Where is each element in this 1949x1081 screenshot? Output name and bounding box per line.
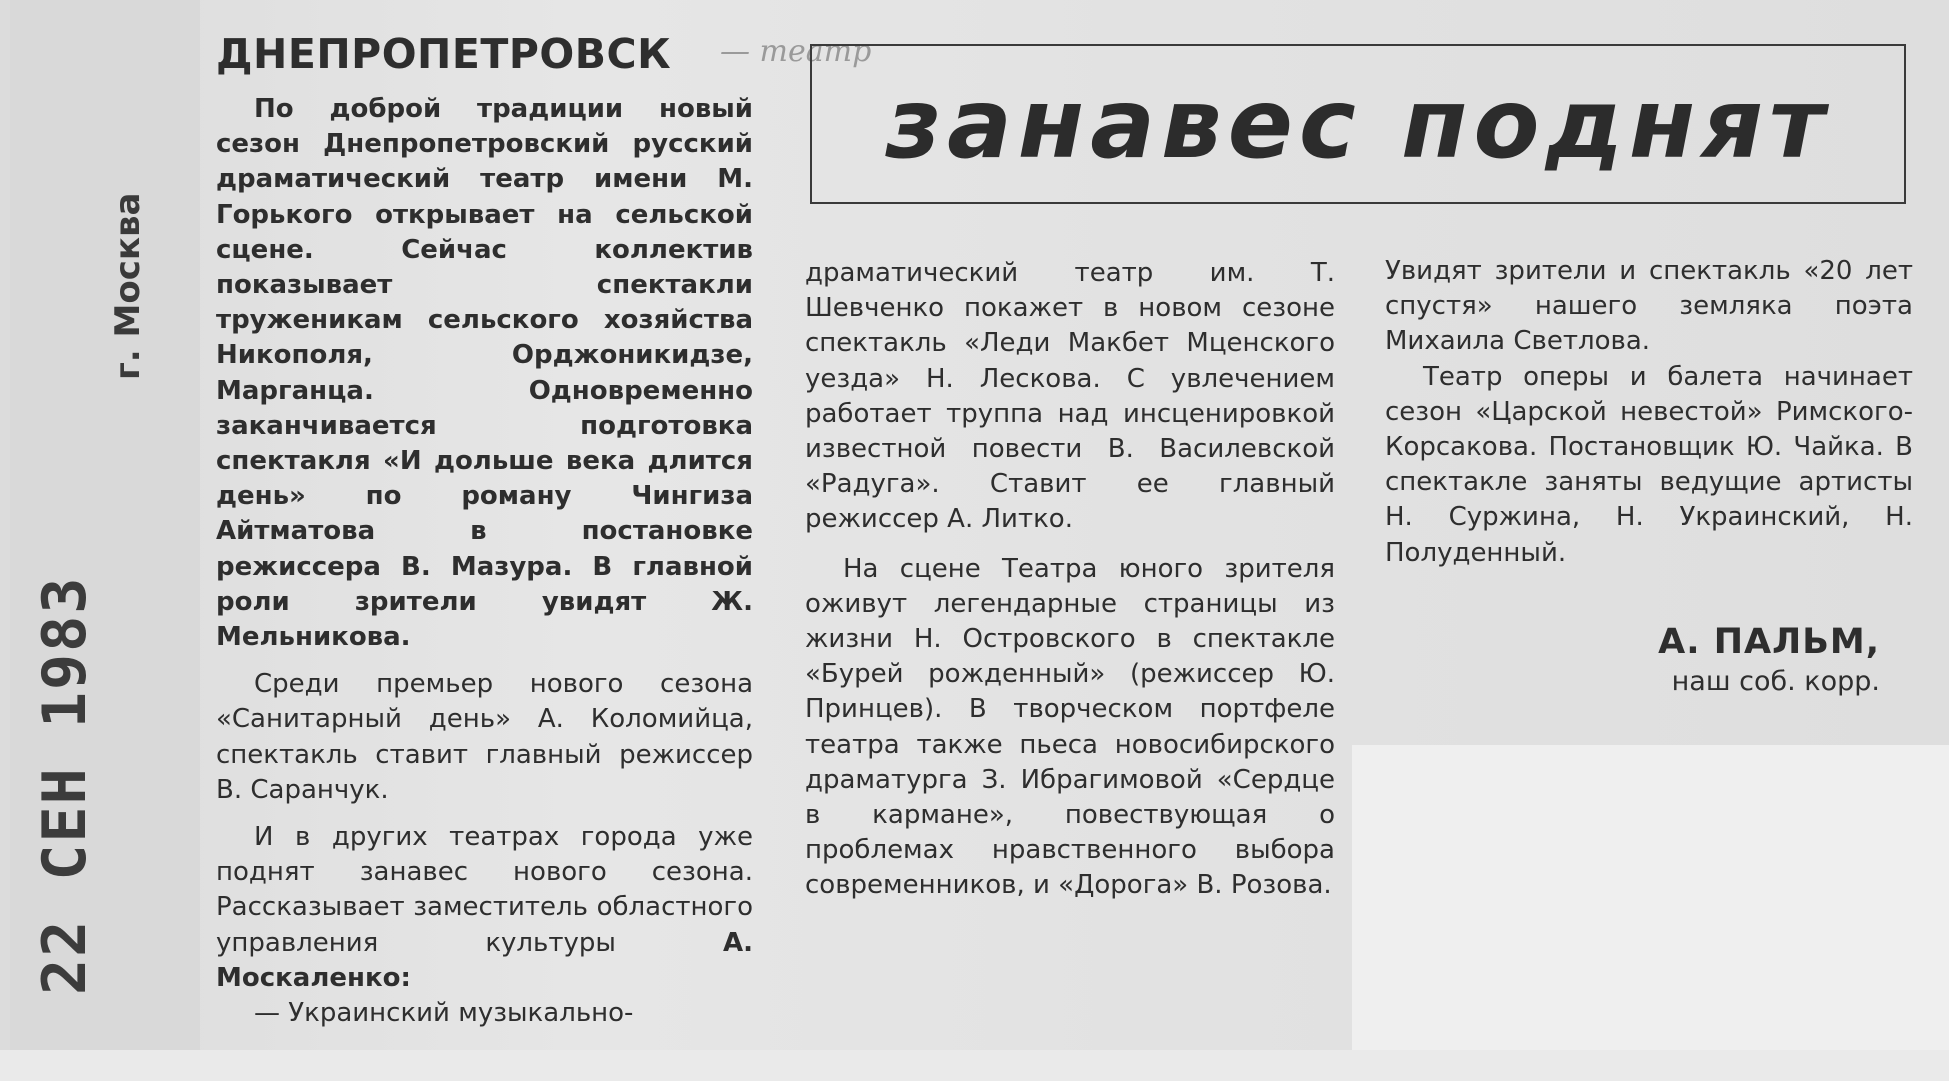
city-heading: ДНЕПРОПЕТРОВСК (216, 30, 672, 78)
column-1-paragraph-4: — Украинский музыкально- (254, 998, 634, 1029)
author-role: наш соб. корр. (1671, 666, 1880, 697)
handwritten-note: — театр (720, 34, 872, 69)
author-signature (1560, 622, 1880, 697)
stamp-date: 22 СЕН 1983 (30, 575, 100, 995)
headline-box (810, 44, 1906, 204)
article-headline: занавес поднят (885, 68, 1831, 180)
column-3-paragraph-1: Увидят зрители и спектакль «20 лет спустя» нашего земляка поэта Михаила Светлова. (1385, 256, 1913, 357)
article-column-3 (1385, 254, 1913, 571)
column-1-paragraph-1: По доброй традиции новый сезон Днепропетровский русский драматический театр имени М. Горького открывает на сельской сцене. Сейчас коллектив показывает спектакли труженикам сельского хозяйства Никополя, Орджоникидзе, Марганца. Одновременно заканчивается подготовка спектакля «И дольше века длится день» по роману Чингиза Айтматова в постановке режиссера В. Мазура. В главной роли зрители увидят Ж. Мельникова. (216, 94, 753, 653)
column-2-paragraph-2: На сцене Театра юного зрителя оживут легендарные страницы из жизни Н. Островского в спектакле «Бурей рожденный» (режиссер Ю. Принцев). В творческом портфеле театра также пьеса новосибирского драматурга З. Ибрагимовой «Сердце в кармане», повествующая о проблемах нравственного выбора современников, и «Дорога» В. Розова. (805, 553, 1335, 901)
column-2-paragraph-1: драматический театр им. Т. Шевченко покажет в новом сезоне спектакль «Леди Макбет Мценского уезда» Н. Лескова. С увлечением работает труппа над инсценировкой известной повести В. Василевской «Радуга». Ставит ее главный режиссер А. Литко. (805, 258, 1335, 535)
stamp-city: г. Москва (108, 192, 148, 380)
archive-stamp (30, 20, 160, 1020)
interviewee-name: А. Москаленко: (216, 927, 753, 993)
column-3-paragraph-2: Театр оперы и балета начинает сезон «Царской невестой» Римского-Корсакова. Постановщик Ю. Чайка. В спектакле заняты ведущие артисты Н. Суржина, Н. Украинский, Н. Полуденный. (1385, 361, 1913, 568)
column-1-paragraph-3 (216, 820, 753, 996)
column-1-paragraph-2: Среди премьер нового сезона «Санитарный день» А. Коломийца, спектакль ставит главный режиссер В. Саранчук. (216, 669, 753, 805)
bottom-paper-edge (0, 1050, 1949, 1081)
author-name: А. ПАЛЬМ, (1658, 622, 1880, 662)
article-column-2 (805, 256, 1335, 904)
article-column-1 (216, 92, 753, 1031)
column-1-paragraph-3-text: И в других театрах города уже поднят занавес нового сезона. Рассказывает заместитель областного управления культуры (216, 822, 753, 958)
blank-paper-area (1352, 745, 1949, 1081)
